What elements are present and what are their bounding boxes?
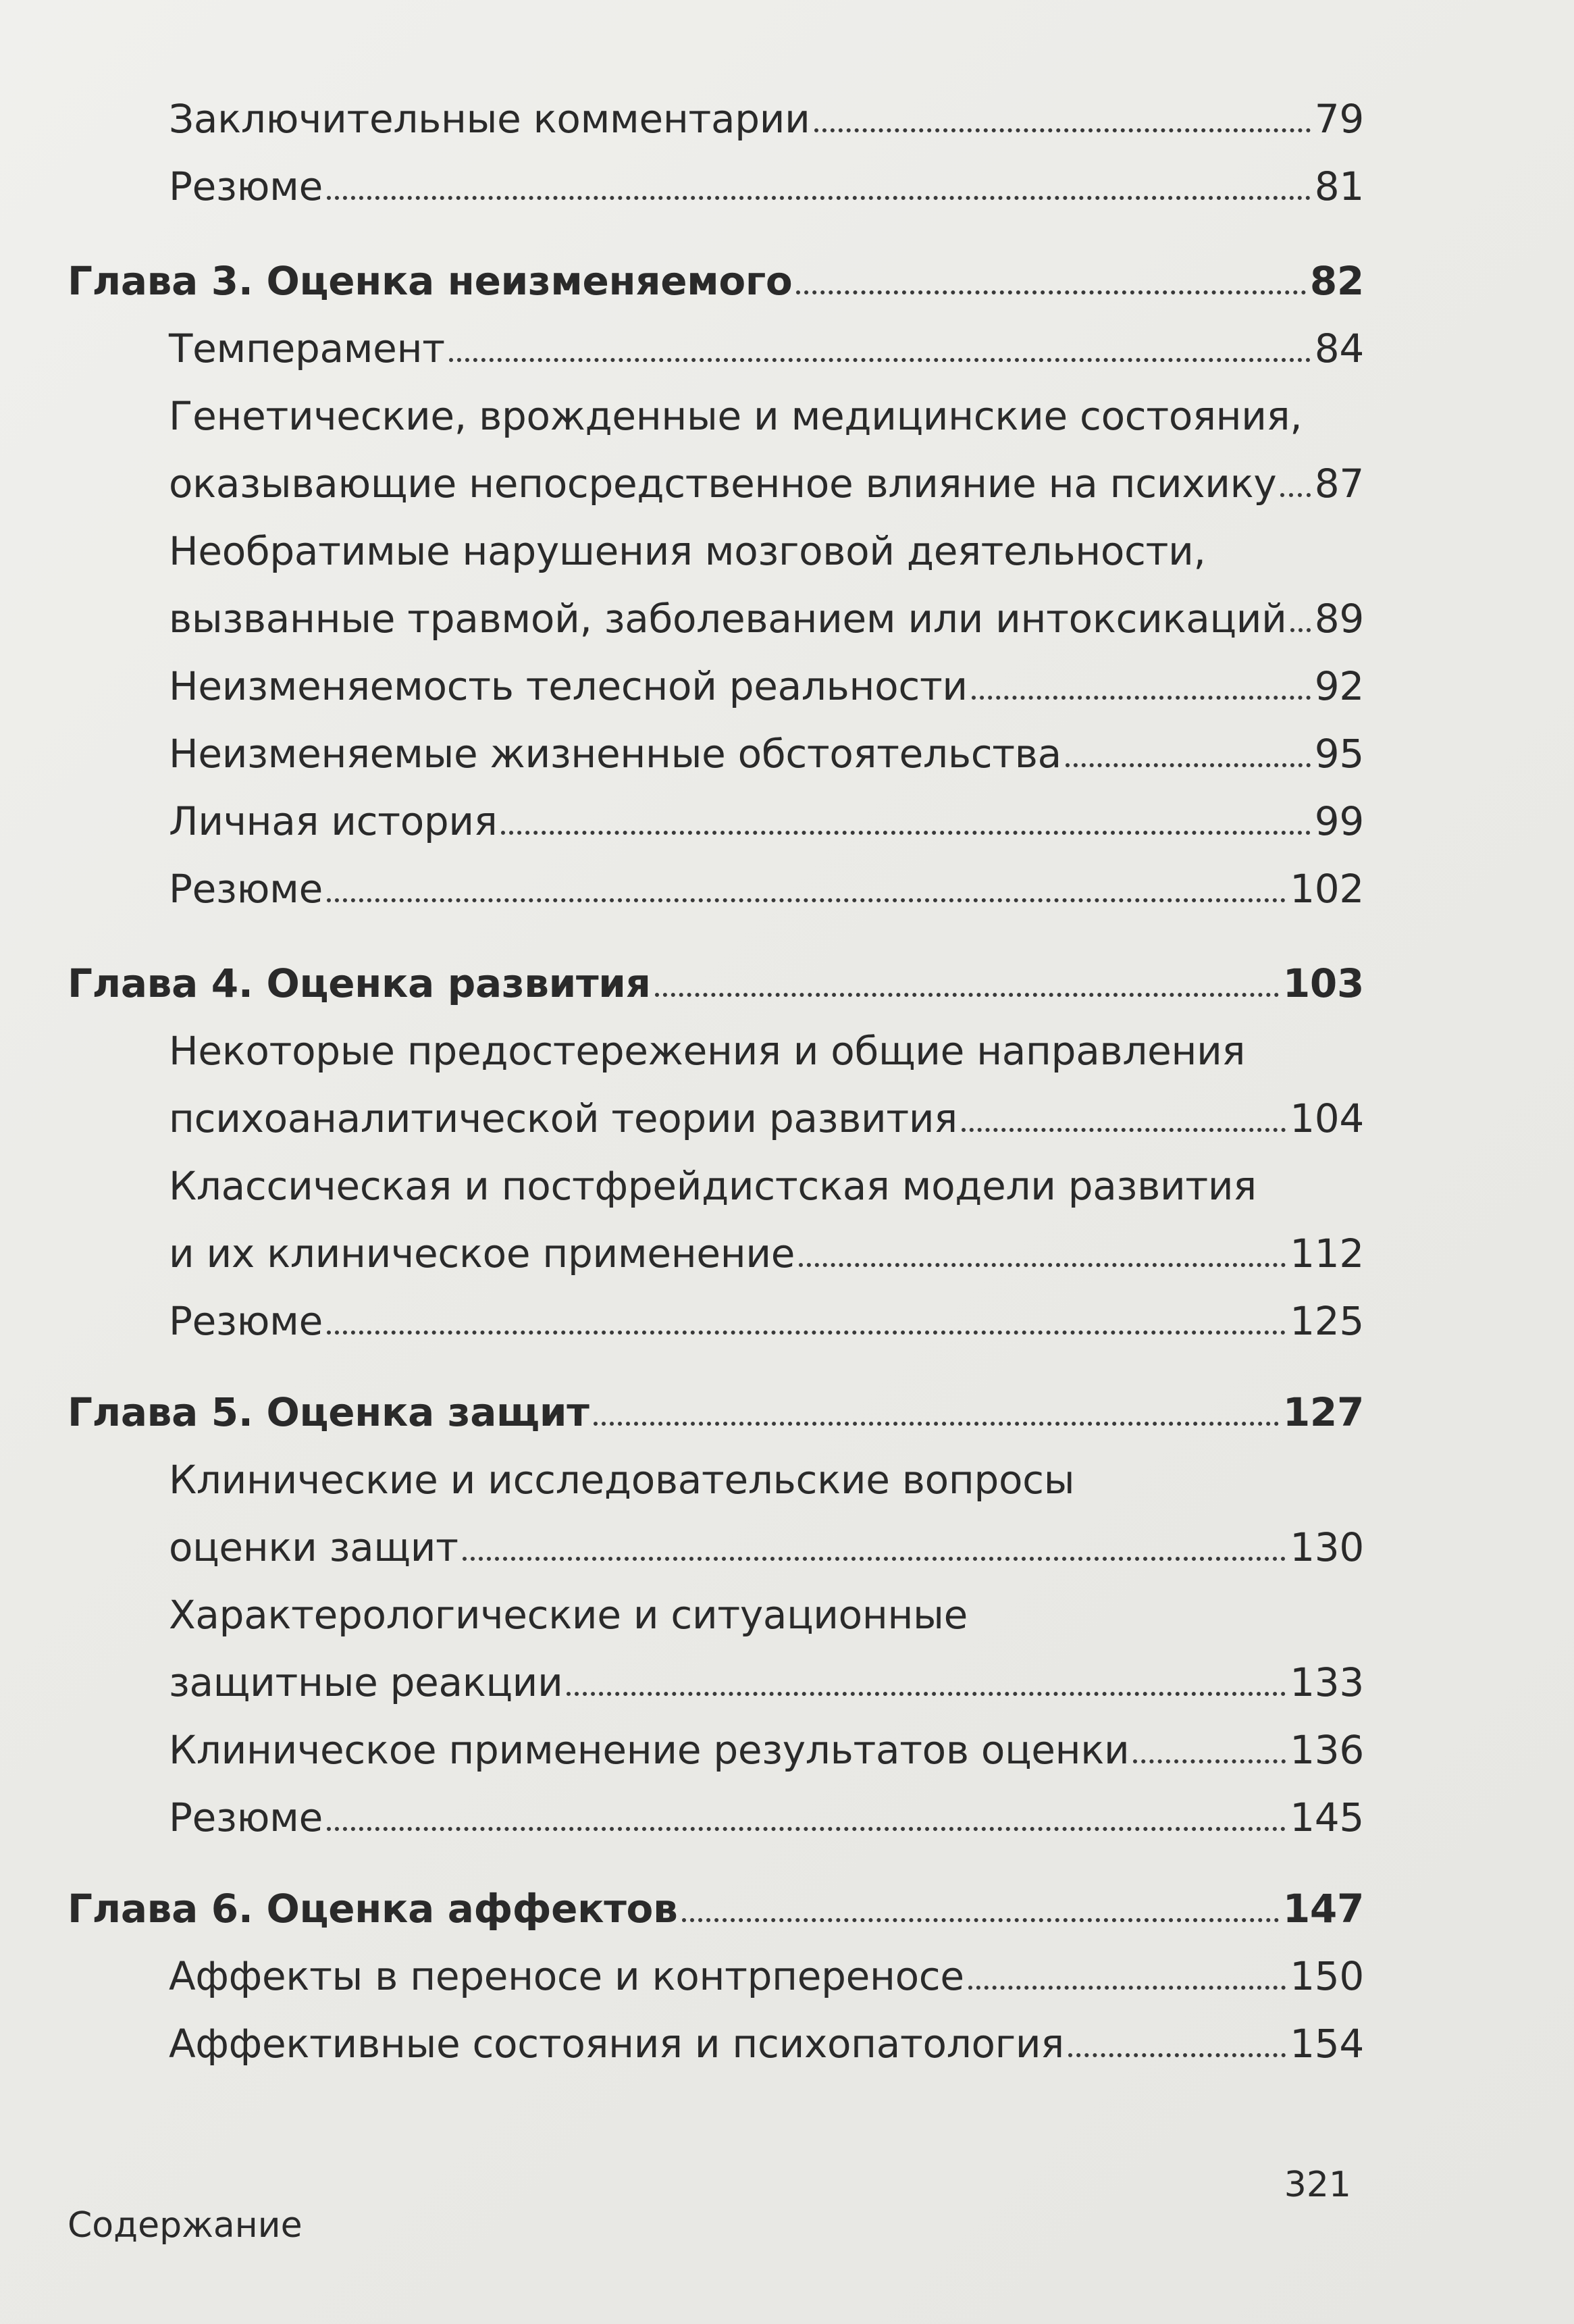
toc-leader-dots bbox=[327, 898, 1286, 902]
running-footer-title: Содержание bbox=[68, 2205, 303, 2246]
toc-entry-page: 99 bbox=[1314, 798, 1364, 844]
toc-leader-dots bbox=[1066, 763, 1311, 767]
toc-entry-title: Некоторые предостережения и общие направления bbox=[169, 1028, 1246, 1074]
toc-entry-title: Аффективные состояния и психопатология bbox=[169, 2021, 1064, 2067]
toc-leader-dots bbox=[594, 1422, 1279, 1426]
toc-leader-dots bbox=[327, 196, 1311, 200]
toc-entry-title: Аффекты в переносе и контрпереносе bbox=[169, 1953, 964, 1999]
toc-entry-title: Классическая и постфрейдистская модели развития bbox=[169, 1163, 1257, 1209]
toc-entry bbox=[68, 1780, 1364, 1840]
toc-entry bbox=[68, 1509, 1364, 1570]
toc-leader-dots bbox=[796, 290, 1305, 294]
toc-chapter-page: 127 bbox=[1282, 1389, 1364, 1435]
toc-chapter-title: Глава 3. Оценка неизменяемого bbox=[68, 258, 793, 304]
toc-entry-title: оценки защит bbox=[169, 1524, 458, 1570]
toc-entry-line bbox=[68, 513, 1364, 574]
toc-entry bbox=[68, 716, 1364, 777]
toc-entry-title: Характерологические и ситуационные bbox=[169, 1592, 968, 1638]
toc-entry bbox=[68, 1712, 1364, 1773]
toc-entry-line bbox=[68, 1442, 1364, 1503]
toc-entry-title: Резюме bbox=[169, 1794, 323, 1840]
toc-leader-dots bbox=[1290, 628, 1310, 632]
toc-entry bbox=[68, 1081, 1364, 1141]
toc-entry-title: Заключительные комментарии bbox=[169, 96, 810, 142]
toc-leader-dots bbox=[1068, 2053, 1286, 2057]
toc-leader-dots bbox=[972, 696, 1311, 700]
toc-entry-page: 95 bbox=[1314, 731, 1364, 777]
toc-entry-page: 150 bbox=[1290, 1953, 1364, 1999]
toc-entry-page: 84 bbox=[1314, 326, 1364, 371]
toc-entry-title: Необратимые нарушения мозговой деятельности, bbox=[169, 528, 1206, 574]
toc-entry-title: Клинические и исследовательские вопросы bbox=[169, 1457, 1075, 1503]
toc-entry-title: оказывающие непосредственное влияние на психику bbox=[169, 461, 1277, 507]
toc-entry-line bbox=[68, 1013, 1364, 1074]
toc-entry-title: Неизменяемость телесной реальности bbox=[169, 663, 968, 709]
toc-leader-dots bbox=[567, 1692, 1286, 1696]
toc-chapter-title: Глава 6. Оценка аффектов bbox=[68, 1886, 678, 1932]
toc-entry-line bbox=[68, 378, 1364, 439]
toc-entry-title: защитные реакции bbox=[169, 1659, 563, 1705]
toc-entry bbox=[68, 149, 1364, 209]
toc-leader-dots bbox=[814, 128, 1311, 132]
toc-entry-title: вызванные травмой, заболеванием или интоксикаций bbox=[169, 596, 1287, 642]
toc-entry bbox=[68, 311, 1364, 371]
toc-entry-title: Резюме bbox=[169, 163, 323, 209]
toc-chapter bbox=[68, 1871, 1364, 1932]
toc-leader-dots bbox=[449, 358, 1311, 362]
toc-entry bbox=[68, 1216, 1364, 1276]
toc-entry bbox=[68, 81, 1364, 142]
toc-entry-page: 154 bbox=[1290, 2021, 1364, 2067]
toc-entry-page: 145 bbox=[1290, 1794, 1364, 1840]
toc-leader-dots bbox=[682, 1918, 1279, 1922]
toc-entry-title: Генетические, врожденные и медицинские состояния, bbox=[169, 393, 1303, 439]
toc-entry-line bbox=[68, 1577, 1364, 1638]
toc-leader-dots bbox=[501, 831, 1310, 835]
toc-entry bbox=[68, 1283, 1364, 1344]
page-number: 321 bbox=[1284, 2165, 1351, 2205]
toc-entry-page: 125 bbox=[1290, 1298, 1364, 1344]
toc-leader-dots bbox=[655, 993, 1279, 997]
toc-entry bbox=[68, 446, 1364, 507]
toc-chapter-page: 82 bbox=[1309, 258, 1364, 304]
toc-chapter-page: 147 bbox=[1282, 1886, 1364, 1932]
toc-leader-dots bbox=[327, 1827, 1286, 1831]
toc-leader-dots bbox=[962, 1128, 1286, 1132]
toc-entry bbox=[68, 783, 1364, 844]
toc-entry bbox=[68, 1938, 1364, 1999]
toc-entry bbox=[68, 851, 1364, 912]
toc-entry bbox=[68, 648, 1364, 709]
toc-leader-dots bbox=[327, 1331, 1286, 1335]
toc-chapter bbox=[68, 1374, 1364, 1435]
toc-chapter bbox=[68, 946, 1364, 1006]
toc-entry bbox=[68, 2006, 1364, 2067]
toc-entry-page: 79 bbox=[1314, 96, 1364, 142]
toc-chapter-title: Глава 4. Оценка развития bbox=[68, 960, 651, 1006]
toc-chapter-title: Глава 5. Оценка защит bbox=[68, 1389, 589, 1435]
toc-entry-page: 81 bbox=[1314, 163, 1364, 209]
toc-entry-page: 102 bbox=[1290, 866, 1364, 912]
toc-entry-title: психоаналитической теории развития bbox=[169, 1095, 957, 1141]
toc-entry bbox=[68, 1645, 1364, 1705]
toc-entry-title: Резюме bbox=[169, 1298, 323, 1344]
toc-leader-dots bbox=[1133, 1759, 1286, 1763]
toc-leader-dots bbox=[968, 1986, 1286, 1990]
toc-entry-page: 89 bbox=[1314, 596, 1364, 642]
toc-entry-page: 130 bbox=[1290, 1524, 1364, 1570]
toc-entry-page: 104 bbox=[1290, 1095, 1364, 1141]
toc-entry-page: 136 bbox=[1290, 1727, 1364, 1773]
toc-chapter-page: 103 bbox=[1282, 960, 1364, 1006]
toc-entry-title: и их клиническое применение bbox=[169, 1231, 795, 1276]
toc-leader-dots bbox=[799, 1263, 1286, 1267]
toc-chapter bbox=[68, 243, 1364, 304]
toc-entry-title: Резюме bbox=[169, 866, 323, 912]
toc-entry-page: 92 bbox=[1314, 663, 1364, 709]
toc-entry-page: 87 bbox=[1314, 461, 1364, 507]
toc-entry-title: Личная история bbox=[169, 798, 498, 844]
toc-leader-dots bbox=[463, 1557, 1286, 1561]
toc-entry-title: Клиническое применение результатов оценки bbox=[169, 1727, 1130, 1773]
toc-leader-dots bbox=[1280, 493, 1310, 497]
toc-entry-page: 133 bbox=[1290, 1659, 1364, 1705]
toc-entry-title: Неизменяемые жизненные обстоятельства bbox=[169, 731, 1061, 777]
toc-entry bbox=[68, 581, 1364, 642]
toc-entry-page: 112 bbox=[1290, 1231, 1364, 1276]
toc-entry-title: Темперамент bbox=[169, 326, 445, 371]
toc-entry-line bbox=[68, 1148, 1364, 1209]
